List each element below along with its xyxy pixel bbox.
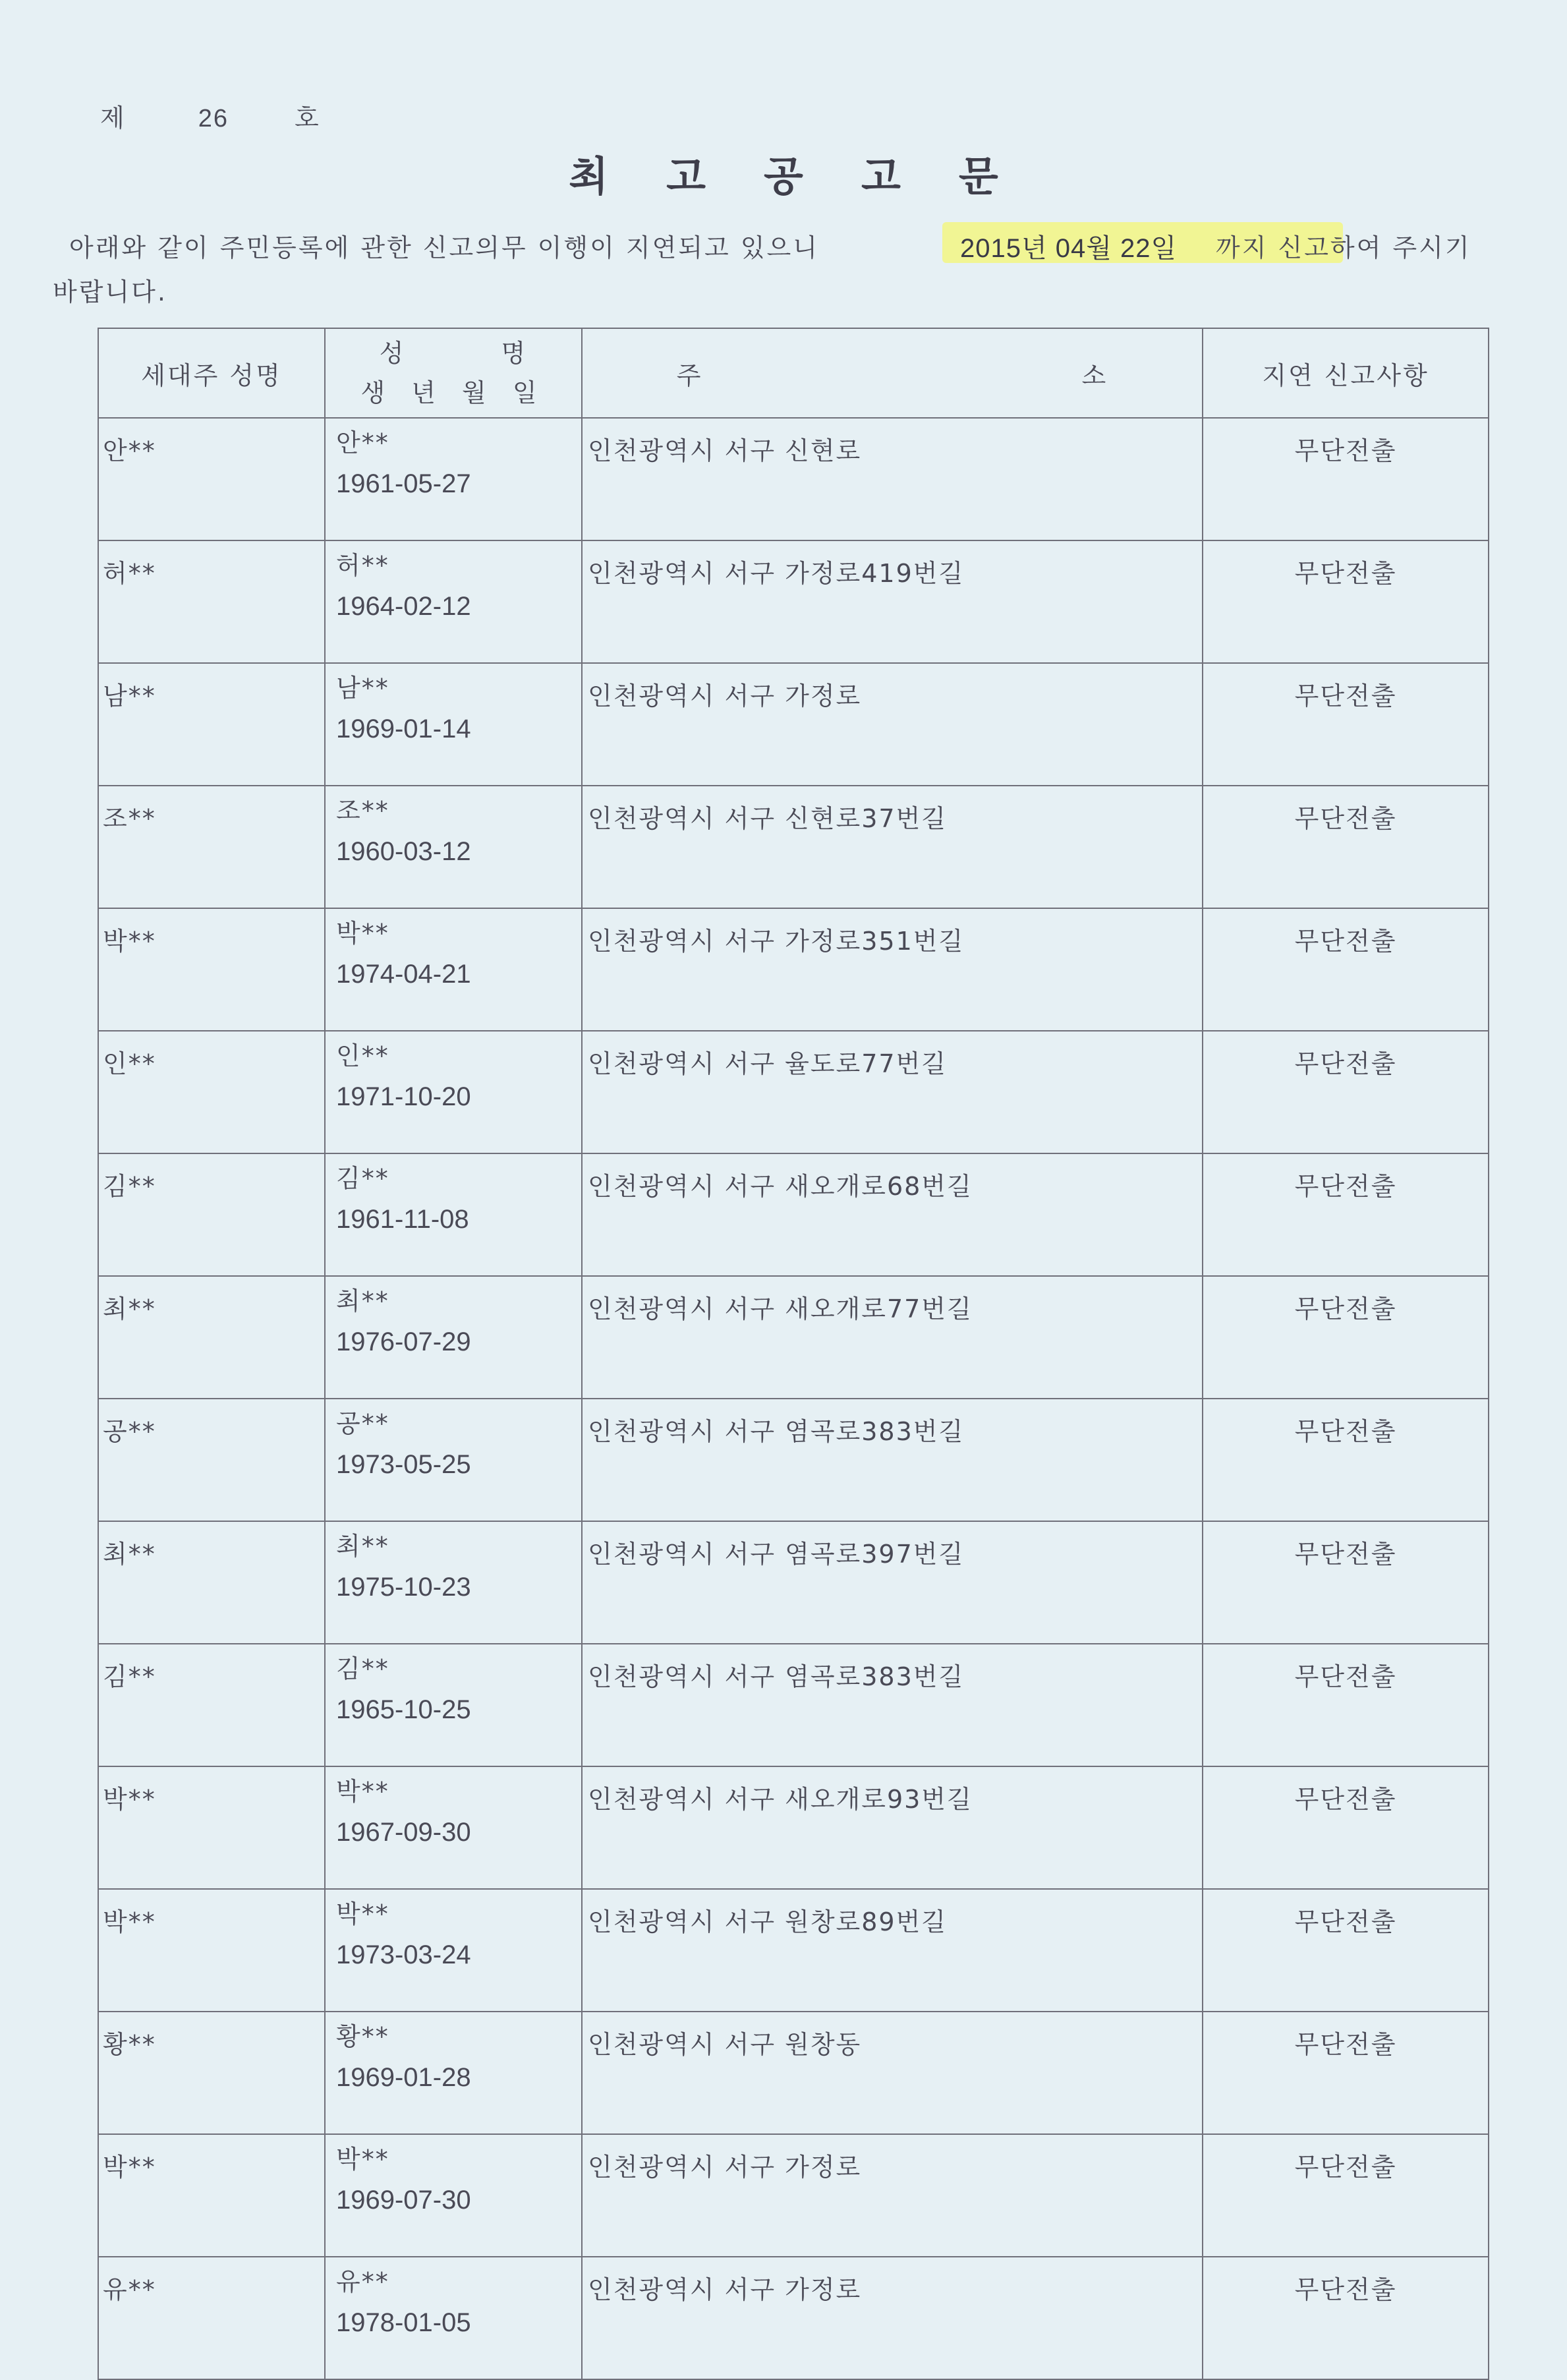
householder-cell <box>98 663 325 786</box>
table-row <box>98 908 1489 1031</box>
address-text: 인천광역시 서구 가정로 <box>588 2275 862 2304</box>
householder-name: 조** <box>103 804 156 833</box>
name-birth-cell <box>325 540 582 663</box>
birth-date: 1965-10-25 <box>336 1695 471 1724</box>
status-cell <box>1203 1644 1489 1766</box>
person-name: 안** <box>336 428 389 457</box>
name-birth-cell <box>325 1889 582 2012</box>
delay-status: 무단전출 <box>1294 1540 1397 1569</box>
table-row <box>98 1153 1489 1276</box>
householder-cell <box>98 1766 325 1889</box>
title-char: 문 <box>958 152 998 200</box>
name-birth-cell <box>325 1031 582 1153</box>
householder-name: 박** <box>103 1785 156 1814</box>
address-cell <box>582 1889 1203 2012</box>
birth-date: 1978-01-05 <box>336 2308 471 2337</box>
address-cell <box>582 908 1203 1031</box>
person-name: 허** <box>336 551 389 580</box>
status-cell <box>1203 1399 1489 1521</box>
address-text: 인천광역시 서구 염곡로397번길 <box>588 1540 965 1569</box>
householder-cell <box>98 418 325 540</box>
status-cell <box>1203 786 1489 908</box>
header-birth: 생 년 월 일 <box>360 378 546 407</box>
table-row <box>98 663 1489 786</box>
person-name: 박** <box>336 919 389 948</box>
table-header-row <box>98 328 1489 418</box>
status-cell <box>1203 540 1489 663</box>
header-address: 주 소 <box>582 328 1203 418</box>
person-name: 박** <box>336 1900 389 1929</box>
name-birth-cell <box>325 1521 582 1644</box>
status-cell <box>1203 2012 1489 2134</box>
address-cell <box>582 1031 1203 1153</box>
householder-cell <box>98 1521 325 1644</box>
birth-date: 1969-01-28 <box>336 2063 471 2092</box>
status-cell <box>1203 1153 1489 1276</box>
householder-name: 안** <box>103 436 156 465</box>
doc-number-prefix: 제 <box>100 103 126 132</box>
delay-status: 무단전출 <box>1294 804 1397 833</box>
delay-status: 무단전출 <box>1294 1417 1397 1446</box>
status-cell <box>1203 908 1489 1031</box>
address-text: 인천광역시 서구 가정로351번길 <box>588 927 965 956</box>
address-cell <box>582 540 1203 663</box>
doc-number-suffix: 호 <box>295 103 320 132</box>
person-name: 조** <box>336 796 389 825</box>
address-text: 인천광역시 서구 염곡로383번길 <box>588 1662 965 1691</box>
status-cell <box>1203 1889 1489 2012</box>
address-cell <box>582 1153 1203 1276</box>
address-text: 인천광역시 서구 가정로 <box>588 2153 862 2182</box>
birth-date: 1974-04-21 <box>336 960 471 989</box>
header-householder: 세대주 성명 <box>98 328 325 418</box>
status-cell <box>1203 1521 1489 1644</box>
birth-date: 1976-07-29 <box>336 1327 471 1356</box>
delay-status: 무단전출 <box>1294 436 1397 465</box>
person-name: 남** <box>336 674 389 703</box>
address-cell <box>582 2012 1203 2134</box>
table-row <box>98 540 1489 663</box>
status-cell <box>1203 663 1489 786</box>
title-char: 공 <box>764 152 803 200</box>
table-row <box>98 1521 1489 1644</box>
header-delay: 지연 신고사항 <box>1203 328 1489 418</box>
title-char: 고 <box>666 152 706 200</box>
householder-cell <box>98 1399 325 1521</box>
householder-cell <box>98 786 325 908</box>
status-cell <box>1203 2257 1489 2379</box>
address-cell <box>582 1276 1203 1399</box>
address-cell <box>582 2257 1203 2379</box>
birth-date: 1973-05-25 <box>336 1450 471 1479</box>
person-name: 박** <box>336 1777 389 1806</box>
address-cell <box>582 1766 1203 1889</box>
householder-name: 김** <box>103 1172 156 1201</box>
address-text: 인천광역시 서구 새오개로68번길 <box>588 1172 973 1201</box>
name-birth-cell <box>325 2012 582 2134</box>
person-name: 박** <box>336 2145 389 2174</box>
householder-name: 최** <box>103 1294 156 1323</box>
birth-date: 1973-03-24 <box>336 1940 471 1969</box>
address-text: 인천광역시 서구 새오개로77번길 <box>588 1294 973 1323</box>
table-row <box>98 1276 1489 1399</box>
person-name: 최** <box>336 1532 389 1561</box>
name-birth-cell <box>325 1766 582 1889</box>
delay-status: 무단전출 <box>1294 2275 1397 2304</box>
householder-name: 허** <box>103 559 156 588</box>
header-name: 성 명 <box>379 339 528 368</box>
address-text: 인천광역시 서구 가정로419번길 <box>588 559 965 588</box>
table-row <box>98 1766 1489 1889</box>
table-row <box>98 1031 1489 1153</box>
person-name: 김** <box>336 1164 389 1193</box>
page-title <box>0 144 1567 202</box>
delay-status: 무단전출 <box>1294 1907 1397 1936</box>
householder-name: 공** <box>103 1417 156 1446</box>
householder-name: 황** <box>103 2030 156 2059</box>
table-row <box>98 1889 1489 2012</box>
birth-date: 1969-01-14 <box>336 714 471 743</box>
name-birth-cell <box>325 1276 582 1399</box>
address-text: 인천광역시 서구 원창로89번길 <box>588 1907 948 1936</box>
address-text: 인천광역시 서구 율도로77번길 <box>588 1049 948 1078</box>
name-birth-cell <box>325 786 582 908</box>
householder-cell <box>98 1031 325 1153</box>
name-birth-cell <box>325 1644 582 1766</box>
address-text: 인천광역시 서구 새오개로93번길 <box>588 1785 973 1814</box>
notice-text-after: 까지 신고하여 주시기 <box>1216 233 1471 262</box>
table-row <box>98 786 1489 908</box>
delay-status: 무단전출 <box>1294 1172 1397 1201</box>
delinquent-registration-table <box>98 328 1489 2380</box>
householder-name: 최** <box>103 1540 156 1569</box>
address-cell <box>582 786 1203 908</box>
householder-name: 남** <box>103 682 156 711</box>
header-name-birth <box>325 328 582 418</box>
householder-cell <box>98 1153 325 1276</box>
table-row <box>98 2257 1489 2379</box>
name-birth-cell <box>325 2257 582 2379</box>
status-cell <box>1203 1766 1489 1889</box>
title-char: 최 <box>569 152 609 200</box>
status-cell <box>1203 1031 1489 1153</box>
birth-date: 1967-09-30 <box>336 1818 471 1847</box>
delay-status: 무단전출 <box>1294 559 1397 588</box>
address-text: 인천광역시 서구 신현로 <box>588 436 862 465</box>
person-name: 인** <box>336 1041 389 1070</box>
address-text: 인천광역시 서구 원창동 <box>588 2030 862 2059</box>
address-cell <box>582 1399 1203 1521</box>
householder-name: 김** <box>103 1662 156 1691</box>
notice-text-before: 아래와 같이 주민등록에 관한 신고의무 이행이 지연되고 있으니 <box>69 233 819 262</box>
address-cell <box>582 1521 1203 1644</box>
person-name: 황** <box>336 2022 389 2051</box>
address-cell <box>582 663 1203 786</box>
name-birth-cell <box>325 663 582 786</box>
householder-cell <box>98 1644 325 1766</box>
name-birth-cell <box>325 1399 582 1521</box>
deadline-date: 2015년 04월 22일 <box>960 234 1178 263</box>
table-row <box>98 1644 1489 1766</box>
householder-cell <box>98 2134 325 2257</box>
address-cell <box>582 418 1203 540</box>
delay-status: 무단전출 <box>1294 2153 1397 2182</box>
birth-date: 1961-05-27 <box>336 469 471 498</box>
birth-date: 1964-02-12 <box>336 592 471 621</box>
delay-status: 무단전출 <box>1294 1294 1397 1323</box>
table-row <box>98 2134 1489 2257</box>
address-cell <box>582 1644 1203 1766</box>
person-name: 김** <box>336 1654 389 1683</box>
name-birth-cell <box>325 2134 582 2257</box>
delay-status: 무단전출 <box>1294 927 1397 956</box>
delay-status: 무단전출 <box>1294 1785 1397 1814</box>
householder-cell <box>98 1276 325 1399</box>
delay-status: 무단전출 <box>1294 682 1397 711</box>
birth-date: 1961-11-08 <box>336 1205 469 1234</box>
householder-cell <box>98 2257 325 2379</box>
birth-date: 1960-03-12 <box>336 837 471 866</box>
birth-date: 1975-10-23 <box>336 1573 471 1602</box>
person-name: 유** <box>336 2267 389 2296</box>
person-name: 최** <box>336 1287 389 1316</box>
name-birth-cell <box>325 1153 582 1276</box>
address-cell <box>582 2134 1203 2257</box>
person-name: 공** <box>336 1409 389 1438</box>
document-number <box>100 98 320 134</box>
householder-name: 인** <box>103 1049 156 1078</box>
name-birth-cell <box>325 908 582 1031</box>
notice-text-line2: 바랍니다. <box>53 277 167 306</box>
householder-cell <box>98 2012 325 2134</box>
address-text: 인천광역시 서구 염곡로383번길 <box>588 1417 965 1446</box>
table-row <box>98 1399 1489 1521</box>
table-row <box>98 2012 1489 2134</box>
status-cell <box>1203 1276 1489 1399</box>
doc-number-value: 26 <box>198 105 229 132</box>
delay-status: 무단전출 <box>1294 2030 1397 2059</box>
name-birth-cell <box>325 418 582 540</box>
householder-cell <box>98 908 325 1031</box>
status-cell <box>1203 418 1489 540</box>
address-text: 인천광역시 서구 신현로37번길 <box>588 804 948 833</box>
householder-name: 박** <box>103 927 156 956</box>
householder-name: 박** <box>103 1907 156 1936</box>
birth-date: 1971-10-20 <box>336 1082 471 1111</box>
householder-name: 유** <box>103 2275 156 2304</box>
delay-status: 무단전출 <box>1294 1662 1397 1691</box>
status-cell <box>1203 2134 1489 2257</box>
birth-date: 1969-07-30 <box>336 2186 471 2215</box>
householder-name: 박** <box>103 2153 156 2182</box>
householder-cell <box>98 540 325 663</box>
table-row <box>98 418 1489 540</box>
delay-status: 무단전출 <box>1294 1049 1397 1078</box>
title-char: 고 <box>861 152 901 200</box>
householder-cell <box>98 1889 325 2012</box>
address-text: 인천광역시 서구 가정로 <box>588 682 862 711</box>
